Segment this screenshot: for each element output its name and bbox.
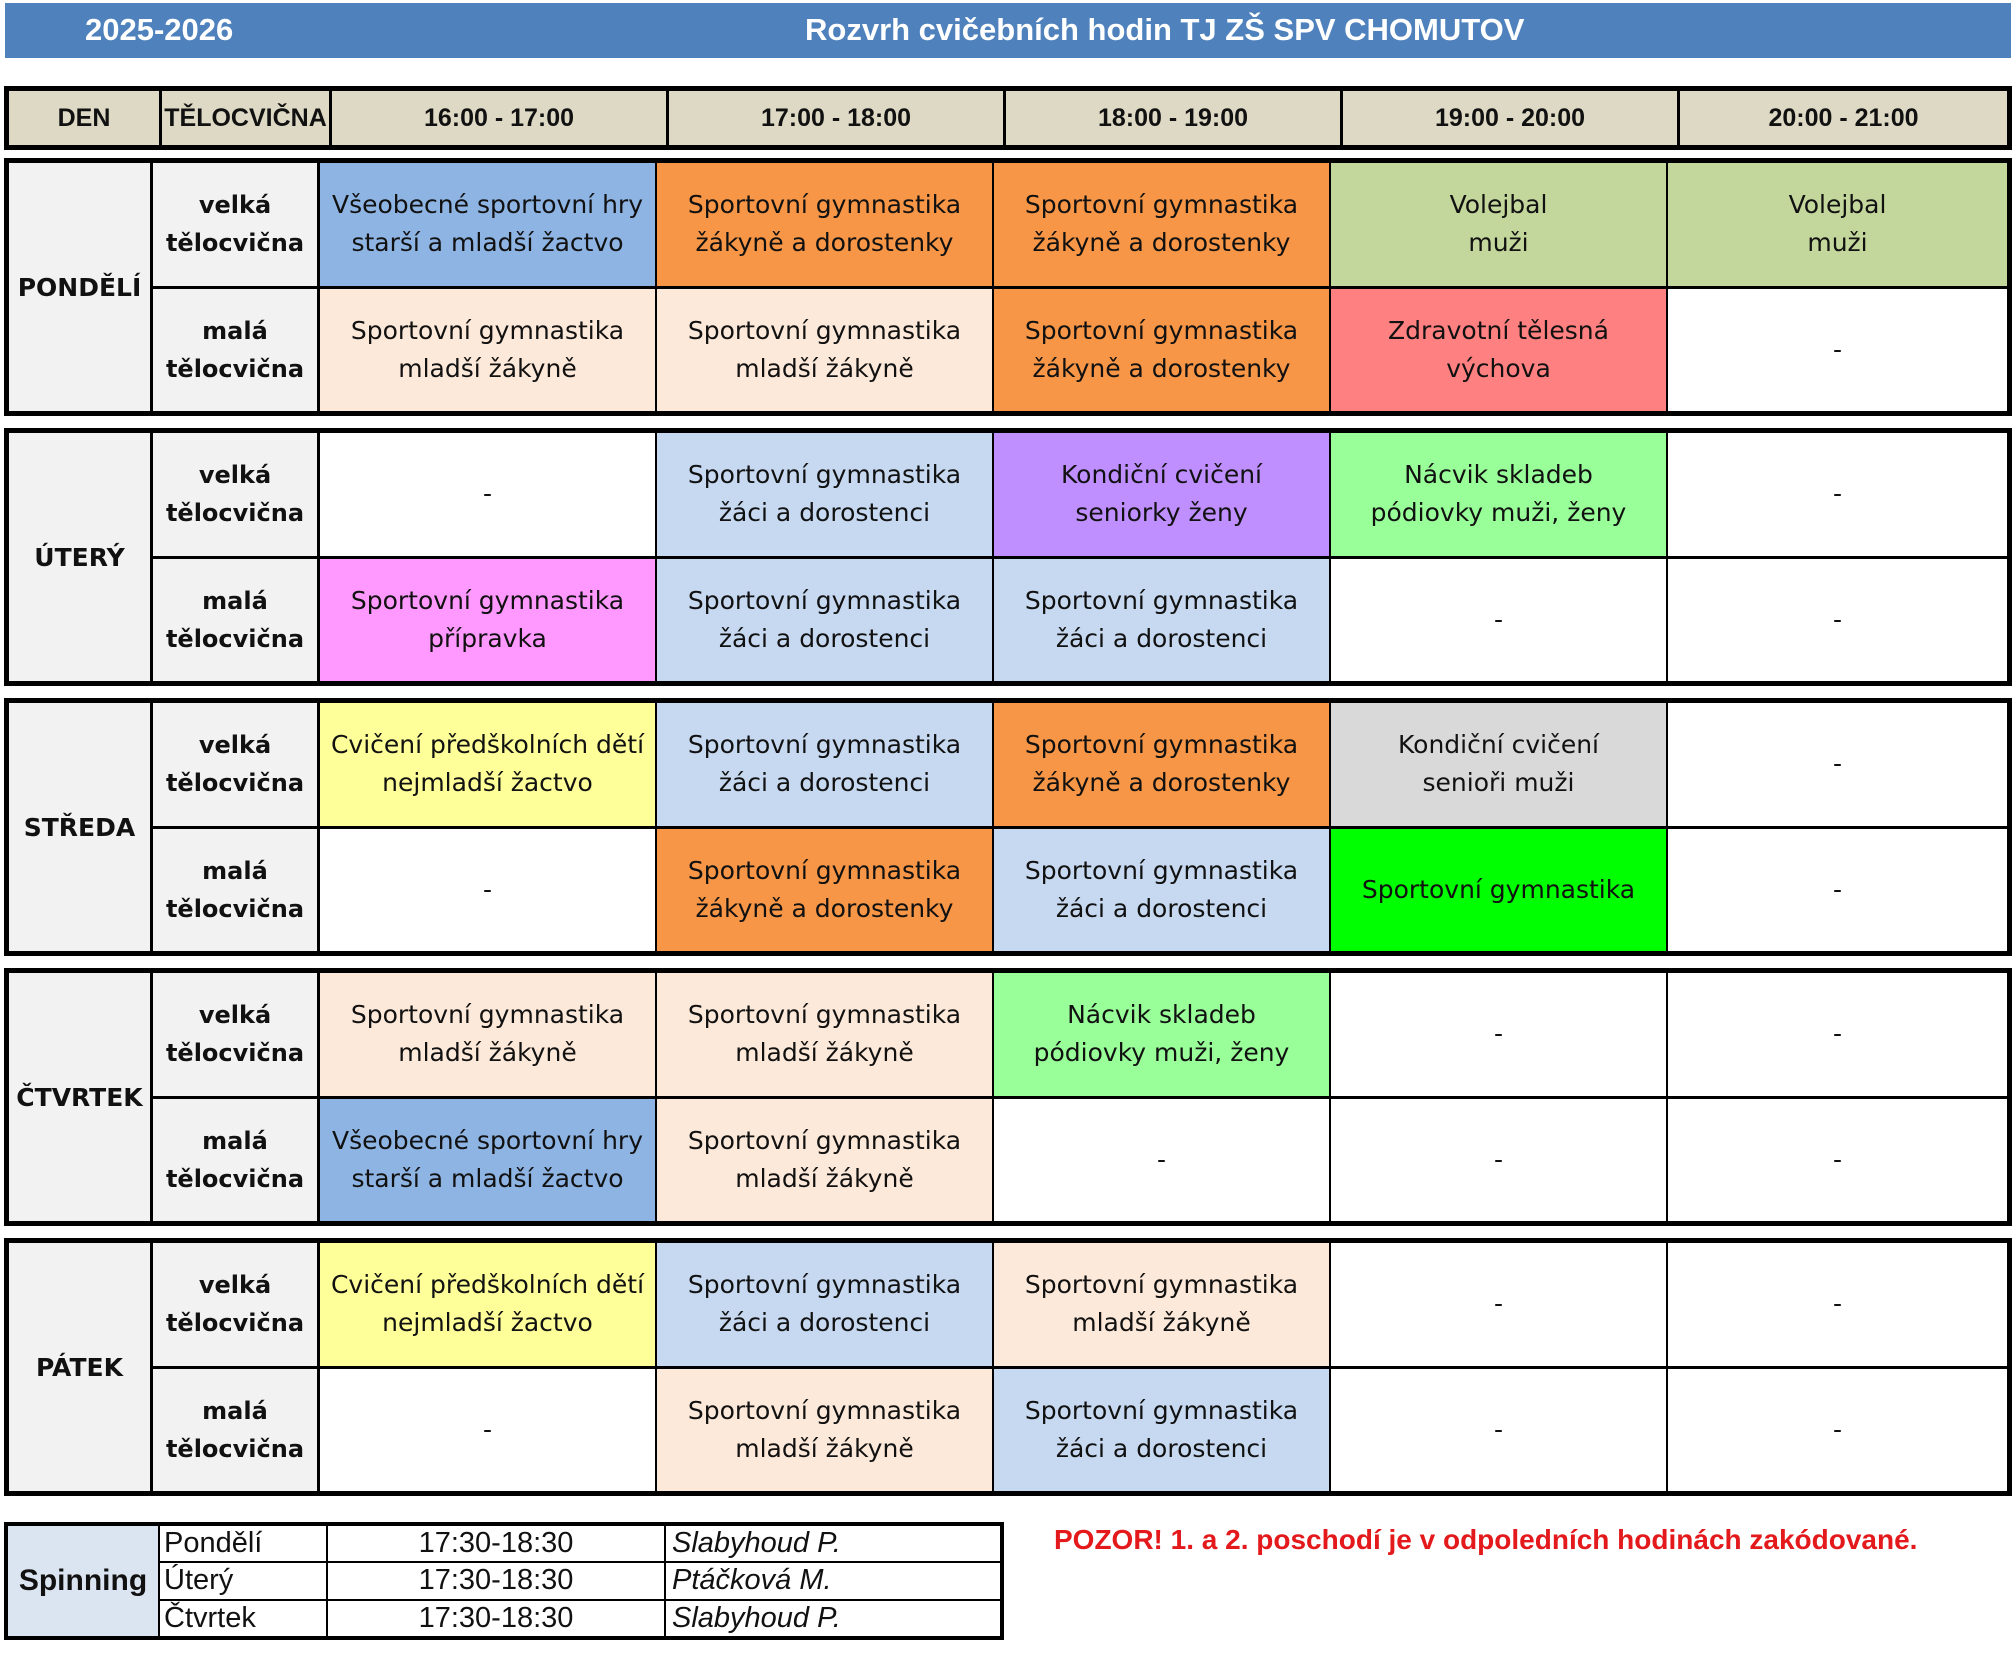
activity-cell: Sportovní gymnastika žákyně a dorostenky [657, 829, 994, 952]
schedule-row [153, 1366, 2007, 1492]
activity-cell: Sportovní gymnastika mladší žákyně [657, 1099, 994, 1222]
activity-cell: Nácvik skladeb pódiovky muži, ženy [994, 973, 1331, 1096]
day-name: ČTVRTEK [9, 973, 153, 1221]
activity-cell: - [1668, 559, 2007, 682]
activity-cell: - [994, 1099, 1331, 1222]
day-block [4, 698, 2012, 956]
activity-cell: - [320, 1369, 657, 1492]
spinning-day: Pondělí [160, 1526, 328, 1561]
season-year: 2025-2026 [85, 12, 234, 47]
activity-cell: Sportovní gymnastika přípravka [320, 559, 657, 682]
activity-cell: - [1668, 1099, 2007, 1222]
activity-cell: Sportovní gymnastika žáci a dorostenci [994, 829, 1331, 952]
activity-cell: - [1331, 1369, 1668, 1492]
schedule-row [153, 286, 2007, 412]
activity-cell: Zdravotní tělesná výchova [1331, 289, 1668, 412]
page-title: Rozvrh cvičebních hodin TJ ZŠ SPV CHOMUTOV [805, 12, 1525, 47]
spinning-label: Spinning [8, 1526, 160, 1636]
spinning-row [160, 1561, 1000, 1598]
activity-cell: Cvičení předškolních dětí nejmladší žactvo [320, 1243, 657, 1366]
day-name: PONDĚLÍ [9, 163, 153, 411]
gym-label: malá tělocvična [153, 1099, 320, 1222]
activity-cell: Všeobecné sportovní hry starší a mladší žactvo [320, 163, 657, 286]
day-block [4, 158, 2012, 416]
spinning-day: Úterý [160, 1563, 328, 1598]
spinning-row [160, 1599, 1000, 1636]
gym-label: velká tělocvična [153, 1243, 320, 1366]
activity-cell: - [1668, 703, 2007, 826]
activity-cell: Kondiční cvičení seniorky ženy [994, 433, 1331, 556]
header-slot-4: 19:00 - 20:00 [1343, 91, 1680, 145]
activity-cell: Sportovní gymnastika mladší žákyně [320, 289, 657, 412]
activity-cell: Sportovní gymnastika žáci a dorostenci [994, 1369, 1331, 1492]
activity-cell: Kondiční cvičení senioři muži [1331, 703, 1668, 826]
gym-label: malá tělocvična [153, 289, 320, 412]
gym-label: malá tělocvična [153, 829, 320, 952]
schedule-row [153, 163, 2007, 286]
activity-cell: - [320, 433, 657, 556]
header-day: DEN [9, 91, 162, 145]
activity-cell: - [1668, 973, 2007, 1096]
spinning-instructor: Ptáčková M. [672, 1564, 832, 1597]
activity-cell: - [1331, 973, 1668, 1096]
title-bar [5, 3, 2011, 58]
activity-cell: Sportovní gymnastika [1331, 829, 1668, 952]
schedule-row [153, 1243, 2007, 1366]
activity-cell: Sportovní gymnastika žákyně a dorostenky [994, 289, 1331, 412]
activity-cell: Sportovní gymnastika žákyně a dorostenky [994, 703, 1331, 826]
activity-cell: - [1668, 1243, 2007, 1366]
activity-cell: Sportovní gymnastika žáci a dorostenci [994, 559, 1331, 682]
activity-cell: Sportovní gymnastika mladší žákyně [657, 973, 994, 1096]
spinning-instructor: Slabyhoud P. [672, 1601, 841, 1634]
header-slot-3: 18:00 - 19:00 [1006, 91, 1343, 145]
activity-cell: - [1331, 1243, 1668, 1366]
schedule-row [153, 703, 2007, 826]
activity-cell: Sportovní gymnastika žáci a dorostenci [657, 559, 994, 682]
day-name: STŘEDA [9, 703, 153, 951]
activity-cell: Volejbal muži [1331, 163, 1668, 286]
day-block [4, 1238, 2012, 1496]
spinning-time: 17:30-18:30 [328, 1563, 666, 1598]
gym-label: malá tělocvična [153, 1369, 320, 1492]
schedule-row [153, 973, 2007, 1096]
activity-cell: - [1668, 829, 2007, 952]
gym-label: malá tělocvična [153, 559, 320, 682]
activity-cell: Sportovní gymnastika žákyně a dorostenky [994, 163, 1331, 286]
activity-cell: Sportovní gymnastika mladší žákyně [994, 1243, 1331, 1366]
header-gym: TĚLOCVIČNA [162, 91, 332, 145]
schedule-header [4, 86, 2012, 150]
header-slot-2: 17:00 - 18:00 [669, 91, 1006, 145]
spinning-table [4, 1522, 1004, 1640]
warning-note: POZOR! 1. a 2. poschodí je v odpoledních hodinách zakódované. [1054, 1524, 1918, 1555]
day-block [4, 968, 2012, 1226]
schedule-row [153, 826, 2007, 952]
activity-cell: Nácvik skladeb pódiovky muži, ženy [1331, 433, 1668, 556]
day-name: PÁTEK [9, 1243, 153, 1491]
activity-cell: - [1668, 433, 2007, 556]
activity-cell: Sportovní gymnastika žáci a dorostenci [657, 1243, 994, 1366]
gym-label: velká tělocvična [153, 703, 320, 826]
activity-cell: Volejbal muži [1668, 163, 2007, 286]
activity-cell: - [320, 829, 657, 952]
activity-cell: Cvičení předškolních dětí nejmladší žactvo [320, 703, 657, 826]
gym-label: velká tělocvična [153, 973, 320, 1096]
gym-label: velká tělocvična [153, 163, 320, 286]
activity-cell: Sportovní gymnastika žáci a dorostenci [657, 433, 994, 556]
schedule-row [153, 1096, 2007, 1222]
day-block [4, 428, 2012, 686]
schedule-row [153, 433, 2007, 556]
header-slot-1: 16:00 - 17:00 [332, 91, 669, 145]
day-name: ÚTERÝ [9, 433, 153, 681]
spinning-day: Čtvrtek [160, 1601, 328, 1636]
activity-cell: - [1668, 1369, 2007, 1492]
activity-cell: Sportovní gymnastika mladší žákyně [657, 1369, 994, 1492]
spinning-instructor: Slabyhoud P. [672, 1527, 841, 1560]
activity-cell: Sportovní gymnastika mladší žákyně [657, 289, 994, 412]
activity-cell: Sportovní gymnastika žákyně a dorostenky [657, 163, 994, 286]
activity-cell: Sportovní gymnastika žáci a dorostenci [657, 703, 994, 826]
activity-cell: - [1668, 289, 2007, 412]
spinning-time: 17:30-18:30 [328, 1526, 666, 1561]
schedule-row [153, 556, 2007, 682]
activity-cell: Všeobecné sportovní hry starší a mladší žactvo [320, 1099, 657, 1222]
spinning-time: 17:30-18:30 [328, 1601, 666, 1636]
gym-label: velká tělocvična [153, 433, 320, 556]
activity-cell: Sportovní gymnastika mladší žákyně [320, 973, 657, 1096]
spinning-row [160, 1526, 1000, 1561]
activity-cell: - [1331, 1099, 1668, 1222]
header-slot-5: 20:00 - 21:00 [1768, 103, 1919, 132]
activity-cell: - [1331, 559, 1668, 682]
